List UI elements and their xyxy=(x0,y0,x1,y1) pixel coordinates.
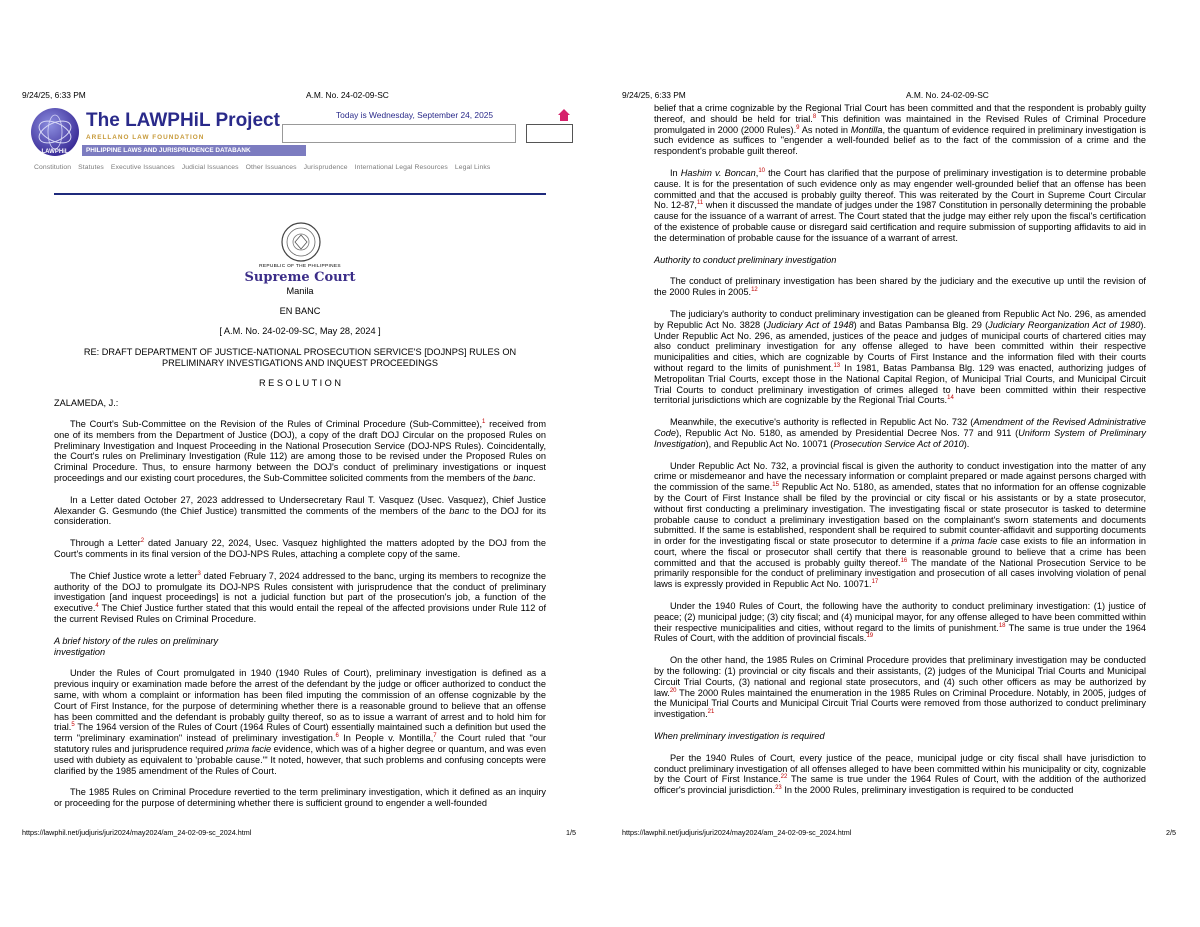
footnote-ref[interactable]: 1 xyxy=(482,418,486,425)
footnote-ref[interactable]: 14 xyxy=(947,395,954,402)
print-date: 9/24/25, 6:33 PM xyxy=(22,90,86,100)
svg-text:LAWPHiL: LAWPHiL xyxy=(41,149,69,155)
print-title: A.M. No. 24-02-09-SC xyxy=(906,90,989,100)
paragraph: In Hashim v. Boncan,$^{10}$ the Court has clarified that the purpose of preliminary investigation is to determine probable cause. It is for the presentation of such evidence only as may engender well-grounded belief that an offense has been committed and that the accused is probably guilty thereof. This was reiterated by the Court in Supreme Court Circular No. 12-87,11 when it discussed the mandate of judges under the 1987 Constitution in personally determining the probable cause for the issuance of a warrant of arrest. The Court stated that the judge may either rely upon the fiscal's certification of the existence of probable cause or disregard said certification and require submission of supporting affidavits to aid in the determination of probable cause for the issuance of a warrant of arrest. xyxy=(654,167,1147,243)
paragraph: Under Republic Act No. 732, a provincial fiscal is given the authority to conduct investigation into the matter of any crime or misdemeanor and have the necessary information or complaint prepared or made against persons charged with the commission of the same.$^{15}$ Republic Act No. 5180, as amended, states that no information for an offense cognizable by the Court of First Instance shall be filed by the provincial or city fiscal or his assistants or by a state prosecutor, without first conducting a preliminary investigation. The investigating fiscal or state prosecutor is tasked to determine probable cause to conduct a preliminary investigation based on the complainant's sworn statements and documents submitted. If the same is established, respondent shall be required to submit counter-affidavit and supporting documents in order for the investigating fiscal or state prosecutor to determine if a prima facie case exists to file an information in court, where the fiscal or prosecutor shall certify that there is reasonable ground to believe that a crime has been committed and that the accused is probably guilty thereof.$^{16}$ The mandate of the National Prosecution Service to be primarily responsible for the conduct of preliminary investigation and prosecution of all cases involving violation of penal laws is expressly provided in Republic Act No. 10071.17 xyxy=(654,460,1147,590)
ponente: ZALAMEDA, J.: xyxy=(54,398,119,408)
search-input[interactable] xyxy=(282,124,516,143)
header-divider xyxy=(54,193,546,195)
footnote-ref[interactable]: 11 xyxy=(696,200,704,207)
footnote-ref[interactable]: 8 xyxy=(812,113,817,120)
lawphil-logo[interactable] xyxy=(30,106,280,160)
nav-judicial-issuances[interactable]: Judicial Issuances xyxy=(181,164,239,171)
footnote-ref[interactable]: 12 xyxy=(751,287,758,294)
paragraph: On the other hand, the 1985 Rules on Criminal Procedure provides that preliminary investigation may be conducted by the following: (1) provincial or city fiscals and their assistants, (2) judges of the Municipal Trial Courts and Municipal Circuit Trial Courts, (3) national and regional state prosecutors, and (4) such other officers as may be authorized by law.$^{20}$ The 2000 Rules maintained the enumeration in the 1985 Rules on Criminal Procedure. Notably, in 2005, judges of the Municipal Trial Courts and Municipal Circuit Trial Courts were removed from those authorized to conduct preliminary investigation.$^{21}$ xyxy=(654,655,1146,720)
page1-body xyxy=(54,419,546,820)
footnote-ref[interactable]: 16 xyxy=(900,557,908,564)
case-title: RE: DRAFT DEPARTMENT OF JUSTICE-NATIONAL PROSECUTION SERVICE'S [DOJNPS] RULES ON PRELIMINARY INVESTIGATIONS AND INQUEST PROCEEDINGS xyxy=(83,347,517,368)
paragraph: The conduct of preliminary investigation has been shared by the judiciary and the executive up until the revision of the 2000 Rules in 2005.12 xyxy=(654,276,1146,298)
paragraph: Under the Rules of Court promulgated in 1940 (1940 Rules of Court), preliminary investigation is defined as a previous inquiry or examination made before the arrest of the defendant by the judge or officer authorized to conduct the same, with whom a complaint or information has been filed imputing the commission of an offense cognizable by the Court of First Instance, for the purpose of determining whether there is a reasonable ground to believe that an offense has been committed and the defendant is probably guilty thereof, so as to issue a warrant of arrest and to hold him for trial.$^5$ The 1964 version of the Rules of Court (1964 Rules of Court) essentially maintained such a definition but used the term "preliminary examination" instead of preliminary investigation.$^6$ In People v. Montilla,$^7$ the Court ruled that "our statutory rules and jurisprudence required prima facie evidence, which was of a higher degree or quantum, and was even used with dubiety as equivalent to 'probable cause.'" It noted, however, that such problems and confusing concepts were clarified by the 1985 amendment of the Rules of Court. xyxy=(54,668,547,776)
section-heading: When preliminary investigation is required xyxy=(654,731,825,742)
paragraph: The judiciary's authority to conduct preliminary investigation can be gleaned from Republic Act No. 296, as amended by Republic Act No. 3828 (Judiciary Act of 1948) and Batas Pambansa Blg. 29 (Judiciary Reorganization Act of 1980). Under Republic Act No. 296, as amended, justices of the peace and judges of municipal courts of chartered cities may also conduct preliminary investigation for any offense alleged to have been committed within their respective municipalities and cities, which are cognizable by Courts of First Instance and the information filed with their courts without regard to the limits of punishment.$^{13}$ In 1981, Batas Pambansa Blg. 129 was enacted, authorizing judges of Metropolitan Trial Courts, except those in the National Capital Region, of Municipal Trial Courts, and Municipal Circuit Trial Courts to conduct preliminary investigation of crimes alleged to have been committed within their respective territorial jurisdictions which are cognizable by the Regional Trial Courts.$^{14}$ xyxy=(654,308,1147,406)
court-city: Manila xyxy=(286,286,314,296)
footnote-ref[interactable]: 10 xyxy=(758,167,765,174)
page-number: 1/5 xyxy=(566,828,576,837)
court-division: EN BANC xyxy=(279,306,321,316)
site-foundation: ARELLANO LAW FOUNDATION xyxy=(86,134,205,141)
resolution-heading: R E S O L U T I O N xyxy=(258,378,342,388)
nav-jurisprudence[interactable]: Jurisprudence xyxy=(303,164,348,171)
page2-body xyxy=(654,103,1146,807)
footnote-ref[interactable]: 21 xyxy=(707,709,715,716)
page-2 xyxy=(600,0,1200,927)
home-icon[interactable] xyxy=(557,108,571,122)
page-url: https://lawphil.net/judjuris/juri2024/may2024/am_24-02-09-sc_2024.html xyxy=(622,828,852,837)
paragraph: In a Letter dated October 27, 2023 addressed to Undersecretary Raul T. Vasquez (Usec. Vasquez), Chief Justice Alexander G. Gesmundo (the Chief Justice) transmitted the comments of the members of the banc to the DOJ for its consideration. xyxy=(54,494,547,527)
footnote-ref[interactable]: 19 xyxy=(866,633,874,640)
paragraph: The 1985 Rules on Criminal Procedure revertied to the term preliminary investigation, which it defined as an inquiry or proceeding for the purpose of determining whether there is sufficient ground to engender a well-founded xyxy=(54,787,546,809)
supreme-court-seal-icon xyxy=(281,222,321,262)
lawphil-seal-icon xyxy=(30,106,82,160)
footnote-ref[interactable]: 3 xyxy=(197,570,201,577)
nav-legal-links[interactable]: Legal Links xyxy=(454,164,491,171)
section-heading: A brief history of the rules on preliminary investigation xyxy=(54,635,219,657)
paragraph: The Court's Sub-Committee on the Revision of the Rules of Criminal Procedure (Sub-Committee),$^1$ received from one of its members from the Department of Justice (DOJ), a copy of the draft DOJ Circular on the proposed Rules on Preliminary Investigation and Inquest Proceeding in the National Prosecution Service (DOJ-NPS Rules). Coincidentally, the Court's rules on Preliminary Investigation (Rule 112) are among those to be revised under the Proposed Rules on Criminal Procedure. Thus, to ensure harmony between the DOJ's conduct of preliminary investigations or inquest proceedings and our existing court procedures, the Sub-Committee solicited comments from the members of the banc. xyxy=(54,418,546,483)
print-title: A.M. No. 24-02-09-SC xyxy=(306,90,389,100)
footnote-ref[interactable]: 2 xyxy=(140,538,145,545)
page-number: 2/5 xyxy=(1166,828,1176,837)
footnote-ref[interactable]: 13 xyxy=(833,362,841,369)
print-date: 9/24/25, 6:33 PM xyxy=(622,90,686,100)
site-title: The LAWPHiL Project xyxy=(86,110,280,131)
footnote-ref[interactable]: 5 xyxy=(71,722,75,729)
republic-label: REPUBLIC OF THE PHILIPPINES xyxy=(259,264,341,269)
court-name: Supreme Court xyxy=(244,270,356,285)
page-url: https://lawphil.net/judjuris/juri2024/may2024/am_24-02-09-sc_2024.html xyxy=(22,828,252,837)
paragraph: Through a Letter$^2$ dated January 22, 2024, Usec. Vasquez highlighted the matters adopted by the DOJ from the Court's comments in its final version of the DOJ-NPS Rules, attaching a complete copy of the same. xyxy=(54,538,546,559)
paragraph: Meanwhile, the executive's authority is reflected in Republic Act No. 732 (Amendment of the Revised Administrative Code), Republic Act No. 5180, as amended by Presidential Decree Nos. 77 and 911 (Uniform System of Preliminary Investigation), and Republic Act No. 10071 (Prosecution Service Act of 2010). xyxy=(654,417,1146,449)
footnote-ref[interactable]: 9 xyxy=(796,124,800,131)
nav-executive-issuances[interactable]: Executive Issuances xyxy=(110,164,175,171)
nav-constitution[interactable]: Constitution xyxy=(34,164,72,171)
site-nav xyxy=(34,164,495,171)
nav-statutes[interactable]: Statutes xyxy=(78,164,104,171)
footnote-ref[interactable]: 20 xyxy=(669,687,677,694)
paragraph: Under the 1940 Rules of Court, the following have the authority to conduct preliminary investigation: (1) justice of peace; (2) municipal judge; (3) city fiscal; and (4) municipal mayor, for any offense alleged to have been committed within their respective municipalities and cities, without regard to the limits of punishment.$^{18}$ The same is true under the 1964 Rules of Court, with the addition of provincial fiscals.$^{19}$ xyxy=(654,601,1146,644)
footnote-ref[interactable]: 15 xyxy=(772,482,779,489)
footnote-ref[interactable]: 4 xyxy=(95,603,99,610)
today-date: Today is Wednesday, September 24, 2025 xyxy=(336,110,494,120)
footnote-ref[interactable]: 7 xyxy=(433,733,437,740)
section-heading: Authority to conduct preliminary investigation xyxy=(654,254,837,265)
footnote-ref[interactable]: 18 xyxy=(998,622,1006,629)
footnote-ref[interactable]: 22 xyxy=(780,774,788,781)
footnote-ref[interactable]: 6 xyxy=(335,733,339,740)
paragraph: belief that a crime cognizable by the Regional Trial Court has been committed and that the respondent is probably guilty thereof, and should be held for trial.$^8$ This definition was maintained in the Revised Rules of Criminal Procedure promulgated in 2000 (2000 Rules).$^9$ As noted in Montilla, the quantum of evidence required in preliminary investigation is such evidence as suffices to "engender a well-founded belief as to the fact of the commission of a crime and the respondent's probable guilt thereof. xyxy=(654,103,1146,157)
paragraph: The Chief Justice wrote a letter$^3$ dated February 7, 2024 addressed to the banc, urging its members to recognize the authority of the DOJ to promulgate its DOJ-NPS Rules consistent with jurisprudence that the conduct of preliminary investigation [and inquest proceedings] is not a judicial function but part of the prosecution's job, a function of the executive.$^4$ The Chief Justice further stated that this would entail the repeal of the affected provisions under Rule 112 of the current Revised Rules on Criminal Procedure. xyxy=(54,570,546,624)
footnote-ref[interactable]: 23 xyxy=(775,785,782,792)
site-tagline: PHILIPPINE LAWS AND JURISPRUDENCE DATABANK xyxy=(82,145,306,156)
search-button[interactable] xyxy=(526,124,573,143)
nav-international-legal-resources[interactable]: International Legal Resources xyxy=(354,164,448,171)
case-number: [ A.M. No. 24-02-09-SC, May 28, 2024 ] xyxy=(219,326,381,336)
nav-other-issuances[interactable]: Other Issuances xyxy=(245,164,297,171)
paragraph: Per the 1940 Rules of Court, every justice of the peace, municipal judge or city fiscal shall have jurisdiction to conduct preliminary investigation of all offenses alleged to have been committed within his municipality or city, cognizable by the Court of First Instance.$^{22}$ The same is true under the 1964 Rules of Court, with the addition of the authorized officer's provincial jurisdiction.$^{23}$ In the 2000 Rules, preliminary investigation is required to be conducted xyxy=(654,752,1147,796)
footnote-ref[interactable]: 17 xyxy=(871,579,879,586)
